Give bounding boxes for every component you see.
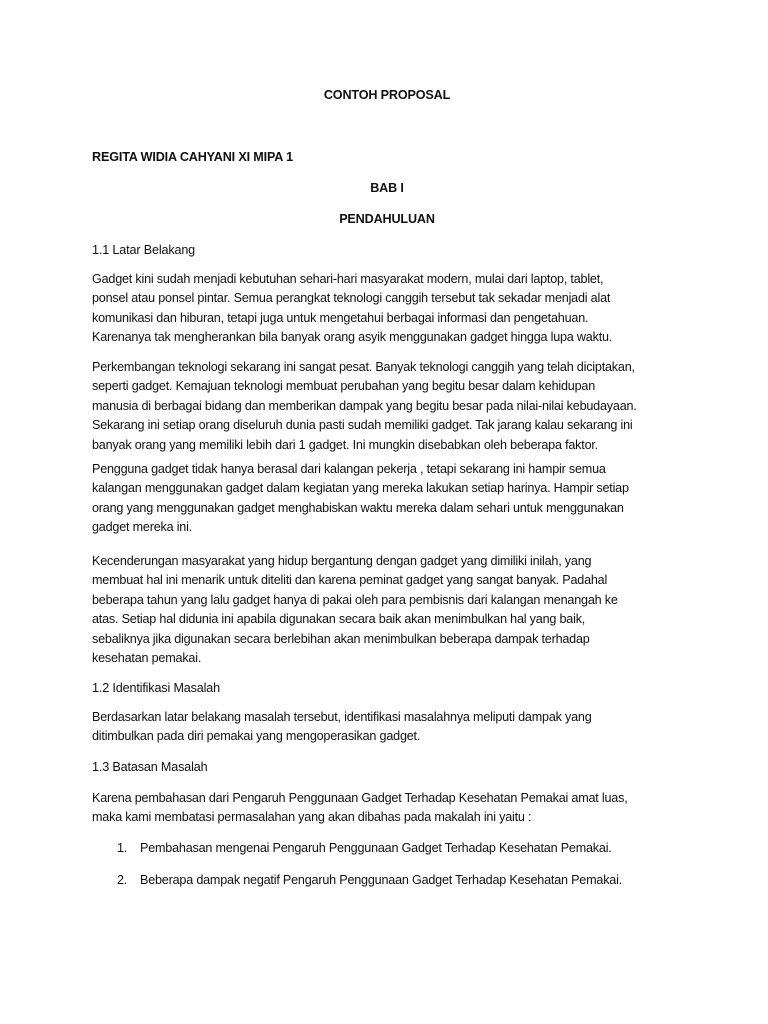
- document-title: CONTOH PROPOSAL: [323, 88, 451, 102]
- section-heading-latar-belakang: 1.1 Latar Belakang: [92, 243, 196, 257]
- list-item: [117, 839, 612, 858]
- paragraph-line: seperti gadget. Kemajuan teknologi membuat perubahan yang begitu besar dalam kehidupan: [92, 379, 595, 394]
- paragraph-line: Karenanya tak mengherankan bila banyak orang asyik menggunakan gadget hingga lupa waktu.: [92, 330, 613, 345]
- list-number: 2.: [117, 873, 128, 887]
- paragraph-line: Sekarang ini setiap orang diseluruh dunia pasti sudah memiliki gadget. Tak jarang kalau sekarang ini: [92, 418, 633, 433]
- paragraph-batasan-masalah: [92, 789, 692, 828]
- paragraph-line: banyak orang yang memiliki lebih dari 1 gadget. Ini mungkin disebabkan oleh beberapa faktor.: [92, 437, 598, 452]
- paragraph-line: atas. Setiap hal didunia ini apabila digunakan secara baik akan menimbulkan hal yang baik,: [92, 612, 586, 627]
- paragraph-line: sebaliknya jika digunakan secara berlebihan akan menimbulkan beberapa dampak terhadap: [92, 631, 590, 646]
- paragraph-line: ponsel atau ponsel pintar. Semua perangkat teknologi canggih tersebut tak sekadar menjadi alat: [92, 291, 611, 306]
- paragraph-line: ditimbulkan pada diri pemakai yang mengoperasikan gadget.: [92, 729, 421, 744]
- paragraph-line: kalangan menggunakan gadget dalam kegiatan yang mereka lakukan setiap harinya. Hampir setiap: [92, 481, 629, 496]
- paragraph-latar-belakang-1: [92, 270, 692, 348]
- section-heading-identifikasi-masalah: 1.2 Identifikasi Masalah: [92, 681, 221, 695]
- list-number: 1.: [117, 841, 128, 855]
- paragraph-line: gadget mereka ini.: [92, 520, 193, 535]
- paragraph-line: Karena pembahasan dari Pengaruh Penggunaan Gadget Terhadap Kesehatan Pemakai amat luas,: [92, 791, 628, 805]
- list-text: Pembahasan mengenai Pengaruh Penggunaan Gadget Terhadap Kesehatan Pemakai.: [140, 841, 612, 855]
- paragraph-line: Kecenderungan masyarakat yang hidup bergantung dengan gadget yang dimiliki inilah, yang: [92, 554, 592, 568]
- list-text: Beberapa dampak negatif Pengaruh Penggunaan Gadget Terhadap Kesehatan Pemakai.: [140, 873, 622, 887]
- paragraph-line: manusia di berbagai bidang dan memberikan dampak yang begitu besar pada nilai-nilai kebudayaan.: [92, 398, 637, 413]
- paragraph-latar-belakang-2: [92, 358, 692, 455]
- paragraph-line: membuat hal ini menarik untuk diteliti dan karena peminat gadget yang sangat banyak. Padahal: [92, 573, 608, 588]
- paragraph-line: komunikasi dan hiburan, tetapi juga untuk mengetahui berbagai informasi dan pengetahuan.: [92, 310, 589, 325]
- paragraph-line: Berdasarkan latar belakang masalah tersebut, identifikasi masalahnya meliputi dampak yang: [92, 710, 592, 724]
- paragraph-line: Gadget kini sudah menjadi kebutuhan sehari-hari masyarakat modern, mulai dari laptop, tablet,: [92, 272, 604, 286]
- paragraph-latar-belakang-4: [92, 552, 692, 668]
- paragraph-line: kesehatan pemakai.: [92, 651, 202, 666]
- list-item: [117, 871, 622, 890]
- paragraph-line: orang yang menggunakan gadget menghabiskan waktu mereka dalam sehari untuk menggunakan: [92, 500, 624, 515]
- chapter-label: BAB I: [370, 181, 404, 195]
- author-line: REGITA WIDIA CAHYANI XI MIPA 1: [92, 150, 293, 164]
- paragraph-line: Pengguna gadget tidak hanya berasal dari kalangan pekerja , tetapi sekarang ini hampir semua: [92, 462, 606, 476]
- paragraph-line: maka kami membatasi permasalahan yang akan dibahas pada makalah ini yaitu :: [92, 810, 532, 825]
- paragraph-identifikasi-masalah: [92, 708, 692, 747]
- paragraph-line: Perkembangan teknologi sekarang ini sangat pesat. Banyak teknologi canggih yang telah diciptakan,: [92, 360, 635, 374]
- paragraph-line: beberapa tahun yang lalu gadget hanya di pakai oleh para pembisnis dari kalangan menangah ke: [92, 592, 618, 607]
- paragraph-latar-belakang-3: [92, 460, 692, 538]
- section-heading-batasan-masalah: 1.3 Batasan Masalah: [92, 760, 208, 774]
- chapter-title: PENDAHULUAN: [339, 212, 435, 226]
